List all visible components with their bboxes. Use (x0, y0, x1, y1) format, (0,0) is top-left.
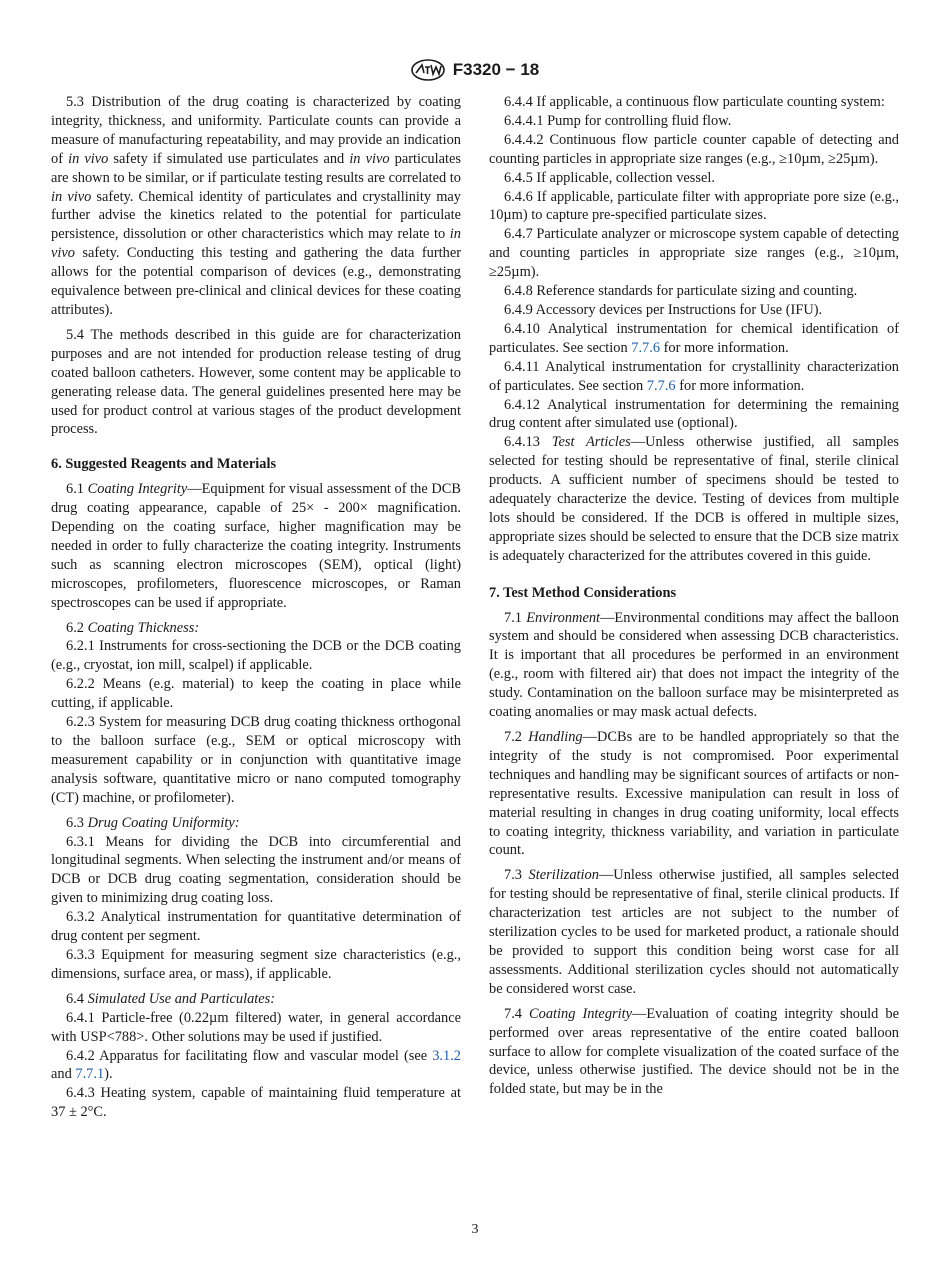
paragraph-6-4-10: 6.4.10 Analytical instrumentation for chemical identification of particulates. See section 7.7.6 for more information. (489, 320, 899, 356)
right-column (489, 93, 899, 1099)
paragraph-7-1: 7.1 Environment—Environmental conditions may affect the balloon system and should be considered when assessing DCB characteristics. It is important that all procedures be performed in an environment (e.g., room with filtered air) that does not impact the integrity of the study. Contamination on the balloon surface may be misinterpreted as coating anomalies or may mask actual defects. (489, 609, 899, 721)
paragraph-6-2-1: 6.2.1 Instruments for cross-sectioning the DCB or the DCB coating (e.g., cryostat, ion mill, scalpel) if applicable. (51, 638, 461, 674)
paragraph-6-2-2: 6.2.2 Means (e.g. material) to keep the coating in place while cutting, if applicable. (51, 676, 461, 712)
paragraph-7-4: 7.4 Coating Integrity—Evaluation of coating integrity should be performed over areas representative of the entire coated balloon surface to allow for complete visualization of the coated surface of the device, unless otherwise justified. The device should not be in the folded state, but may be in the (489, 1005, 899, 1098)
ref-3-1-2-link[interactable]: 3.1.2 (432, 1047, 461, 1064)
paragraph-6-3-3: 6.3.3 Equipment for measuring segment size characteristics (e.g., dimensions, surface area, or mass), if applicable. (51, 946, 461, 982)
paragraph-6-4-13: 6.4.13 Test Articles—Unless otherwise justified, all samples selected for testing should be representative of final, sterile clinical products. A sufficient number of specimens should be tested to adequately characterize the device. Testing of devices from multiple lots should be considered. If the DCB is offered in multiple sizes, appropriate sizes should be selected to ensure that the DCB size matrix is adequately characterized for the attributes covered in this guide. (489, 434, 899, 564)
paragraph-6-4-8: 6.4.8 Reference standards for particulate sizing and counting. (504, 283, 858, 300)
ref-7-7-6-link[interactable]: 7.7.6 (631, 339, 661, 356)
paragraph-6-4: 6.4 Simulated Use and Particulates: (66, 990, 276, 1007)
section-heading-7: 7. Test Method Considerations (489, 584, 677, 601)
paragraph-5-4: 5.4 The methods described in this guide are for characterization purposes and are not intended for production release testing of drug coated balloon catheters. However, some content may be applicable to generating release data. The general guidelines presented here may be used for product control at various stages of the product development process. (51, 326, 461, 438)
paragraph-6-1: 6.1 Coating Integrity—Equipment for visual assessment of the DCB drug coating appearance, capable of 25× - 200× magnification. Depending on the coating surface, higher magnification may be needed in order to fully characterize the coating integrity. Instruments such as scanning electron microscopes (SEM), optical (light) microscopes, profilometers, fluorescence microscopes, or Raman spectroscopes can be used if appropriate. (51, 481, 462, 611)
paragraph-6-4-4: 6.4.4 If applicable, a continuous flow particulate counting system: (504, 94, 885, 110)
paragraph-6-4-11: 6.4.11 Analytical instrumentation for crystallinity characterization of particulates. See section 7.7.6 for more information. (489, 358, 899, 394)
page-header (0, 58, 950, 82)
ref-7-7-6-link[interactable]: 7.7.6 (646, 377, 676, 394)
document-id: F3320 − 18 (452, 60, 540, 79)
paragraph-6-4-2: 6.4.2 Apparatus for facilitating flow and vascular model (see 3.1.2 and 7.7.1). (51, 1047, 461, 1083)
page-number: 3 (471, 1222, 479, 1237)
paragraph-6-4-12: 6.4.12 Analytical instrumentation for determining the remaining drug content after simulated use (optional). (489, 396, 899, 432)
paragraph-5-3: 5.3 Distribution of the drug coating is characterized by coating integrity, thickness, and uniformity. Particulate counts can provide a measure of manufacturing repeatability, and may provide an indication of in vivo safety if simulated use particulates and in vivo particulates are shown to be similar, or if particulate testing results are correlated to in vivo safety. Chemical identity of particulates and crystallinity may further advise the kinetics related to the potential for particulate persistence, dissolution or other characteristics which may relate to in vivo safety. Conducting this testing and gathering the data further allows for the potential comparison of devices (e.g., demonstrating equivalence between pre-clinical and clinical devices for these coating attributes). (51, 94, 462, 318)
paragraph-6-4-4-1: 6.4.4.1 Pump for controlling fluid flow. (504, 112, 732, 129)
paragraph-6-2: 6.2 Coating Thickness: (66, 619, 200, 636)
paragraph-6-4-6: 6.4.6 If applicable, particulate filter with appropriate pore size (e.g., 10µm) to capture pre-specified particulate sizes. (489, 188, 899, 224)
left-column (51, 93, 461, 1122)
section-heading-6: 6. Suggested Reagents and Materials (51, 456, 277, 473)
paragraph-7-2: 7.2 Handling—DCBs are to be handled appropriately so that the integrity of the study is not compromised. Poor experimental techniques and handling may be significant sources of artifacts or non-representative results. Excessive manipulation can result in loss of material resulting in changes in drug coating uniformity, local effects to coating integrity, thickness variability, and variation in particulate count. (489, 729, 899, 859)
paragraph-6-4-9: 6.4.9 Accessory devices per Instructions for Use (IFU). (504, 301, 823, 318)
paragraph-6-4-5: 6.4.5 If applicable, collection vessel. (504, 169, 715, 186)
paragraph-6-4-1: 6.4.1 Particle-free (0.22µm filtered) water, in general accordance with USP<788>. Other solutions may be used if justified. (51, 1009, 461, 1045)
paragraph-6-4-7: 6.4.7 Particulate analyzer or microscope system capable of detecting and counting particles in appropriate size ranges (e.g., ≥10µm, ≥25µm). (489, 226, 899, 281)
paragraph-6-3-2: 6.3.2 Analytical instrumentation for quantitative determination of drug content per segment. (51, 909, 461, 945)
paragraph-6-4-3: 6.4.3 Heating system, capable of maintaining fluid temperature at 37 ± 2°C. (51, 1085, 461, 1121)
paragraph-6-3: 6.3 Drug Coating Uniformity: (66, 814, 240, 831)
astm-logo (411, 59, 445, 81)
ref-7-7-1-link[interactable]: 7.7.1 (75, 1066, 105, 1083)
paragraph-6-4-4-2: 6.4.4.2 Continuous flow particle counter capable of detecting and counting particles in appropriate size ranges (e.g., ≥10µm, ≥25µm). (489, 131, 899, 167)
paragraph-6-2-3: 6.2.3 System for measuring DCB drug coating thickness orthogonal to the balloon surface (e.g., SEM or optical microscopy with measurement capability or in conjunction with quantitative image analysis software, quantitative micro or nano computed tomography (CT) machine, or profilometer). (51, 714, 461, 806)
paragraph-6-3-1: 6.3.1 Means for dividing the DCB into circumferential and longitudinal segments. When selecting the instrument and/or means of DCB or DCB drug coating segmentation, consideration should be given to minimizing drug coating loss. (51, 833, 461, 907)
paragraph-7-3: 7.3 Sterilization—Unless otherwise justified, all samples selected for testing should be representative of final, sterile clinical products. If characterization test articles are not subject to the number of sterilization cycles to be used for marketed product, a rationale should be provided to support this condition being worst case for all assessments. Additional sterilization cycles should not automatically be considered worst case. (489, 867, 899, 997)
